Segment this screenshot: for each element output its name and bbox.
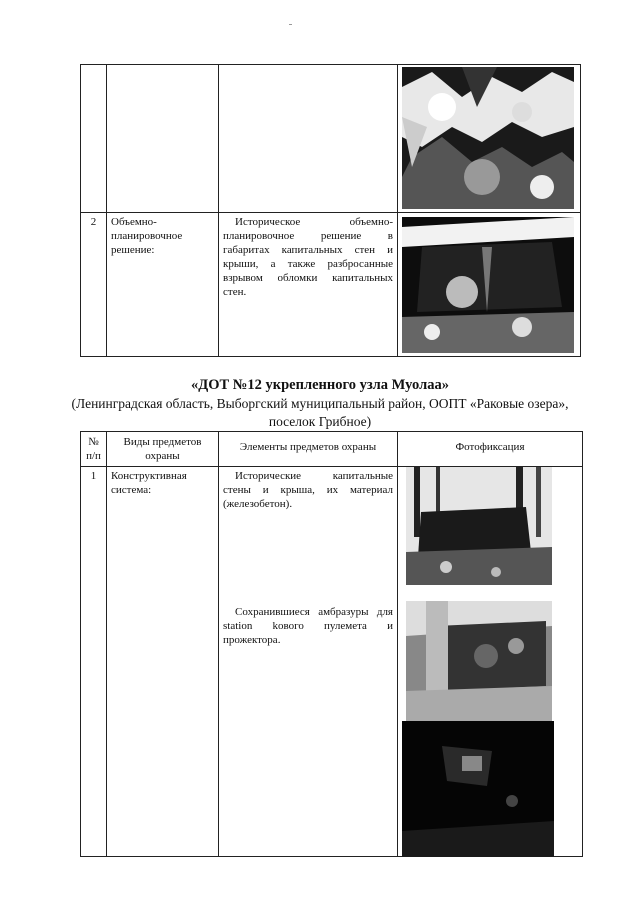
protection-type-cell [107,65,219,213]
protection-table [80,431,583,857]
protection-table-continued [80,64,581,357]
section-subtitle: (Ленинградская область, Выборгский муниципальный район, ООПТ «Раковые озера», поселок Грибное) [71,396,569,429]
element-walls: Исторические капитальные стены и крыша, их материал (железобетон). [223,470,393,510]
header-photo: Фотофиксация [398,432,583,467]
element-embrasures: Сохранившиеся амбразуры для station kового пулемета и прожектора. [223,606,393,646]
protection-elements-cell [219,65,398,213]
ruin-photo-2 [402,217,574,353]
bunker-photo-2 [406,601,552,721]
section-title: «ДОТ №12 укрепленного узла Муолаа» [191,377,449,393]
photo-cell [398,65,581,213]
row-number-cell: 2 [81,213,107,357]
protection-type-cell: Конструктивная система: [107,467,219,857]
row-number-cell: 1 [81,467,107,857]
table-row [81,65,581,213]
table-header-row [81,432,583,467]
embrasure-photo [402,721,554,857]
protection-elements-cell [219,467,398,857]
photo-cell [398,213,581,357]
table-row [81,213,581,357]
protection-type-cell: Объемно-планировочное решение: [107,213,219,357]
protection-elements-cell: Историческое объемно-планировочное решение в габаритах капитальных стен и крыши, а также разбросанные взрывом обломки капитальных стен. [219,213,398,357]
header-number: № п/п [81,432,107,467]
header-protection-type: Виды предметов охраны [107,432,219,467]
header-protection-elements: Элементы предметов охраны [219,432,398,467]
table-row [81,467,583,857]
row-number-cell [81,65,107,213]
ruin-photo-1 [402,67,574,209]
scan-mark [289,24,292,25]
photo-cell [398,467,583,857]
bunker-photo-1 [406,467,552,585]
